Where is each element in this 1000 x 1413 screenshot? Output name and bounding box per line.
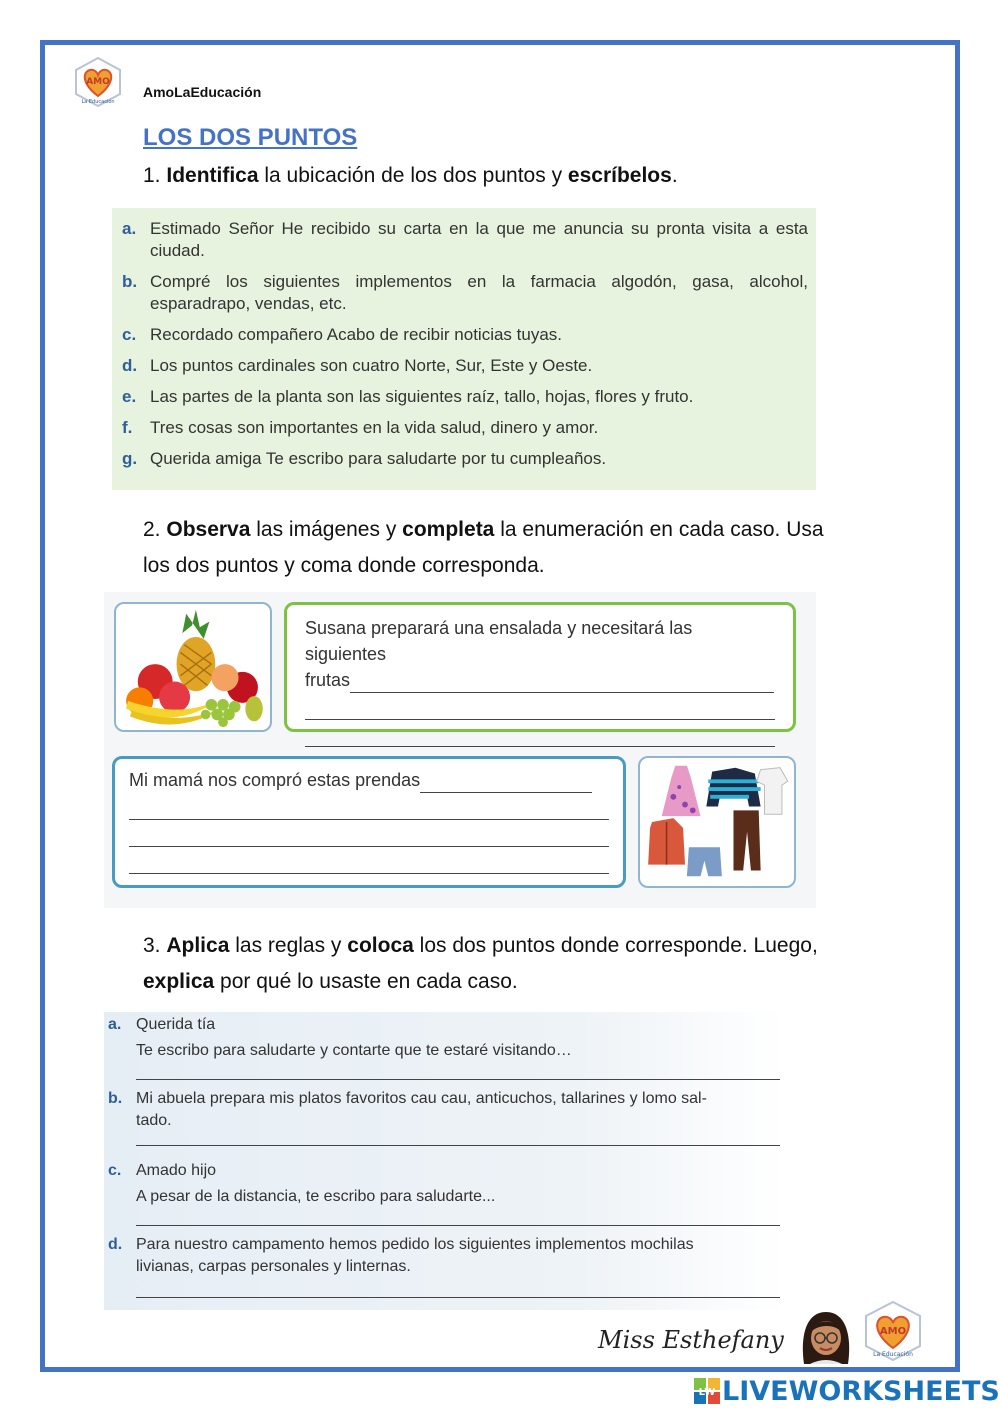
exercise-3-item: d. Para nuestro campamento hemos pedido los siguientes implementos mochilas livianas, carpas personales y linternas. [104,1234,780,1298]
exercise-3-answer-line[interactable] [136,1066,780,1080]
liveworksheets-logo [694,1378,720,1404]
svg-text:La Educación: La Educación [81,99,115,105]
exercise-1-item: b. Compré los siguientes implementos en la farmacia algodón, gasa, alcohol, esparadrapo, vendas, etc. [122,272,808,313]
clothes-answer-line[interactable] [129,793,609,820]
clothes-answer-box [112,756,626,888]
question-2: 2. Observa las imágenes y completa la enumeración en cada caso. Usa los dos puntos y coma donde corresponda. [143,518,824,577]
exercise-2-panel [104,592,816,908]
exercise-3-item: c. Amado hijo A pesar de la distancia, te escribo para saludarte... [104,1160,780,1226]
clothes-answer-line[interactable] [129,847,609,874]
fruit-prompt-line-1: Susana preparará una ensalada y necesitará las siguientes [305,618,693,664]
svg-text:LW: LW [698,1387,716,1398]
svg-text:AMO: AMO [879,1326,907,1337]
clothes-prompt: Mi mamá nos compró estas prendas [129,767,609,793]
page-title: LOS DOS PUNTOS [143,124,358,151]
clothes-image [638,756,796,888]
fruit-answer-line[interactable] [305,693,775,720]
exercise-3-box [104,1012,784,1310]
exercise-1-item: e. Las partes de la planta son las siguientes raíz, tallo, hojas, flores y fruto. [122,387,694,406]
teacher-avatar [796,1306,856,1366]
question-3: 3. Aplica las reglas y coloca los dos puntos donde corresponde. Luego, explica por qué lo usaste en cada caso. [143,934,818,993]
fruit-answer-box [284,602,796,732]
teacher-signature: Miss Esthefany [598,1326,784,1354]
brand-name: AmoLaEducación [143,84,262,100]
fruit-answer-line[interactable] [305,720,775,747]
exercise-3-item: b. Mi abuela prepara mis platos favoritos cau cau, anticuchos, tallarines y lomo sal- tado. [104,1088,780,1146]
exercise-3-answer-line[interactable] [136,1278,780,1298]
exercise-3-item: a. Querida tía Te escribo para saludarte y contarte que te estaré visitando… [104,1014,780,1080]
exercise-1-item: a. Estimado Señor He recibido su carta en la que me anuncia su pronta visita a esta ciudad. [122,219,808,260]
exercise-3-answer-line[interactable] [136,1132,780,1146]
clothes-answer-line[interactable] [129,820,609,847]
svg-text:AMO: AMO [86,77,110,87]
fruit-prompt-line-2: frutas [305,667,775,693]
exercise-1-box [112,208,816,490]
amo-la-educacion-logo [862,1300,924,1364]
clothes-answer-input[interactable] [420,773,592,793]
exercise-1-item: f. Tres cosas son importantes en la vida salud, dinero y amor. [122,418,599,437]
fruit-answer-input[interactable] [350,673,774,693]
exercise-1-item: d. Los puntos cardinales son cuatro Norte, Sur, Este y Oeste. [122,356,593,375]
fruit-image [114,602,272,732]
question-1: 1. Identifica la ubicación de los dos puntos y escríbelos. [143,164,678,187]
exercise-1-item: c. Recordado compañero Acabo de recibir noticias tuyas. [122,325,563,344]
liveworksheets-brand[interactable]: LIVEWORKSHEETS [722,1376,1000,1407]
amo-la-educacion-logo [72,56,124,108]
exercise-3-answer-line[interactable] [136,1212,780,1226]
svg-text:La Educación: La Educación [873,1351,913,1358]
exercise-1-item: g. Querida amiga Te escribo para saludarte por tu cumpleaños. [122,449,607,468]
